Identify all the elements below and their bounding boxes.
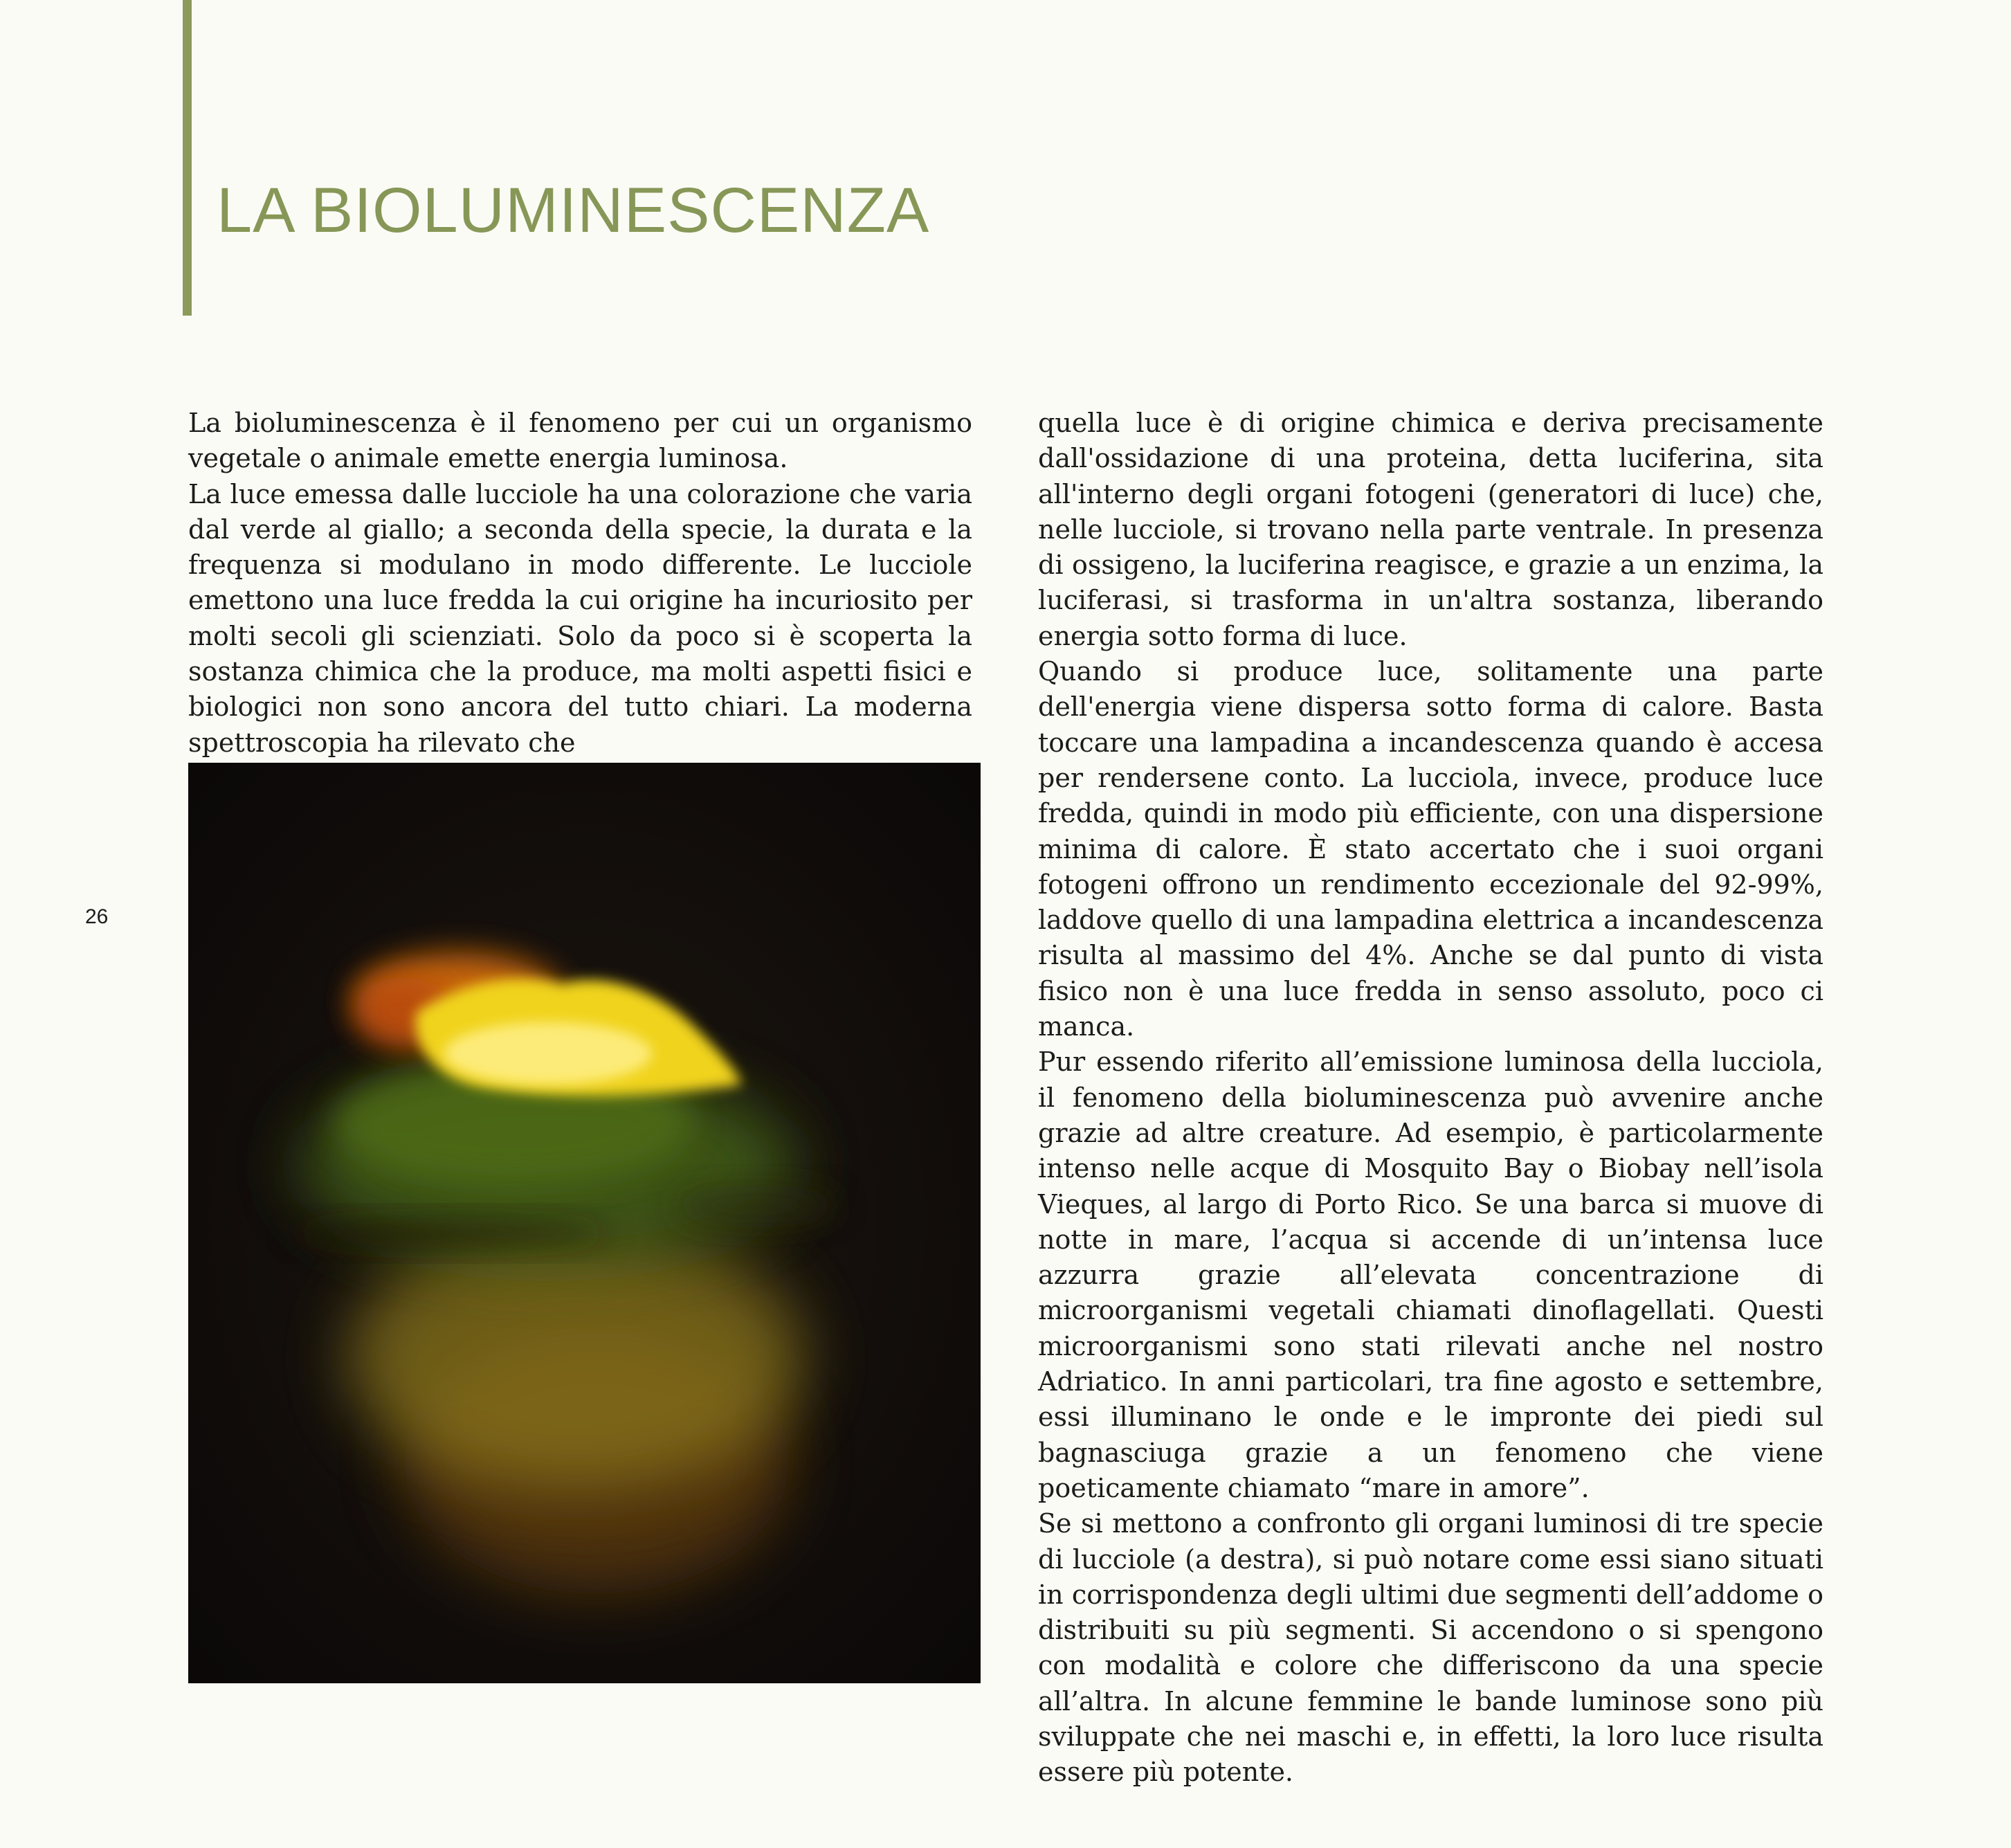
paragraph: Se si mettono a confronto gli organi luminosi di tre specie di lucciole (a destra), si può notare come essi siano situati in corrispondenza degli ultimi due segmenti dell’addome o distribuiti su più segmenti. Si accendono o si spengono con modalità e colore che differiscono da una specie all’altra. In alcune femmine le bande luminose sono più sviluppate che nei maschi e, in effetti, la loro luce risulta essere più potente. bbox=[1038, 1508, 1823, 1788]
left-text-column bbox=[188, 406, 972, 761]
paragraph: La luce emessa dalle lucciole ha una colorazione che varia dal verde al giallo; a seconda della specie, la durata e la frequenza si modulano in modo differente. Le lucciole emettono una luce fredda la cui origine ha incuriosito per molti secoli gli scienziati. Solo da poco si è scoperta la sostanza chimica che la produce, ma molti aspetti fisici e biologici non sono ancora del tutto chiari. La moderna spettroscopia ha rilevato che bbox=[188, 478, 972, 758]
paragraph: La bioluminescenza è il fenomeno per cui un organismo vegetale o animale emette energia luminosa. bbox=[188, 408, 972, 474]
firefly-glow-photo bbox=[188, 763, 981, 1683]
paragraph: quella luce è di origine chimica e deriva precisamente dall'ossidazione di una proteina, detta luciferina, sita all'interno degli organi fotogeni (generatori di luce) che, nelle lucciole, si trovano nella parte ventrale. In presenza di ossigeno, la luciferina reagisce, e grazie a un enzima, la luciferasi, si trasforma in un'altra sostanza, liberando energia sotto forma di luce. bbox=[1038, 408, 1823, 651]
page-title: LA BIOLUMINESCENZA bbox=[217, 175, 930, 246]
title-accent-bar bbox=[183, 0, 192, 316]
paragraph: Pur essendo riferito all’emissione luminosa della lucciola, il fenomeno della bioluminescenza può avvenire anche grazie ad altre creature. Ad esempio, è particolarmente intenso nelle acque di Mosquito Bay o Biobay nell’isola Vieques, al largo di Porto Rico. Se una barca si muove di notte in mare, l’acqua si accende di un’intensa luce azzurra grazie all’elevata concentrazione di microorganismi vegetali chiamati dinoflagellati. Questi microorganismi sono stati rilevati anche nel nostro Adriatico. In anni particolari, tra fine agosto e settembre, essi illuminano le onde e le impronte dei piedi sul bagnasciuga grazie a un fenomeno che viene poeticamente chiamato “mare in amore”. bbox=[1038, 1047, 1823, 1503]
page-number: 26 bbox=[85, 905, 109, 928]
paragraph: Quando si produce luce, solitamente una parte dell'energia viene dispersa sotto forma di calore. Basta toccare una lampadina a incandescenza quando è accesa per rendersene conto. La lucciola, invece, produce luce fredda, quindi in modo più efficiente, con una dispersione minima di calore. È stato accertato che i suoi organi fotogeni offrono un rendimento eccezionale del 92-99%, laddove quello di una lampadina elettrica a incandescenza risulta al massimo del 4%. Anche se dal punto di vista fisico non è una luce fredda in senso assoluto, poco ci manca. bbox=[1038, 656, 1823, 1042]
right-text-column bbox=[1038, 406, 1823, 1791]
